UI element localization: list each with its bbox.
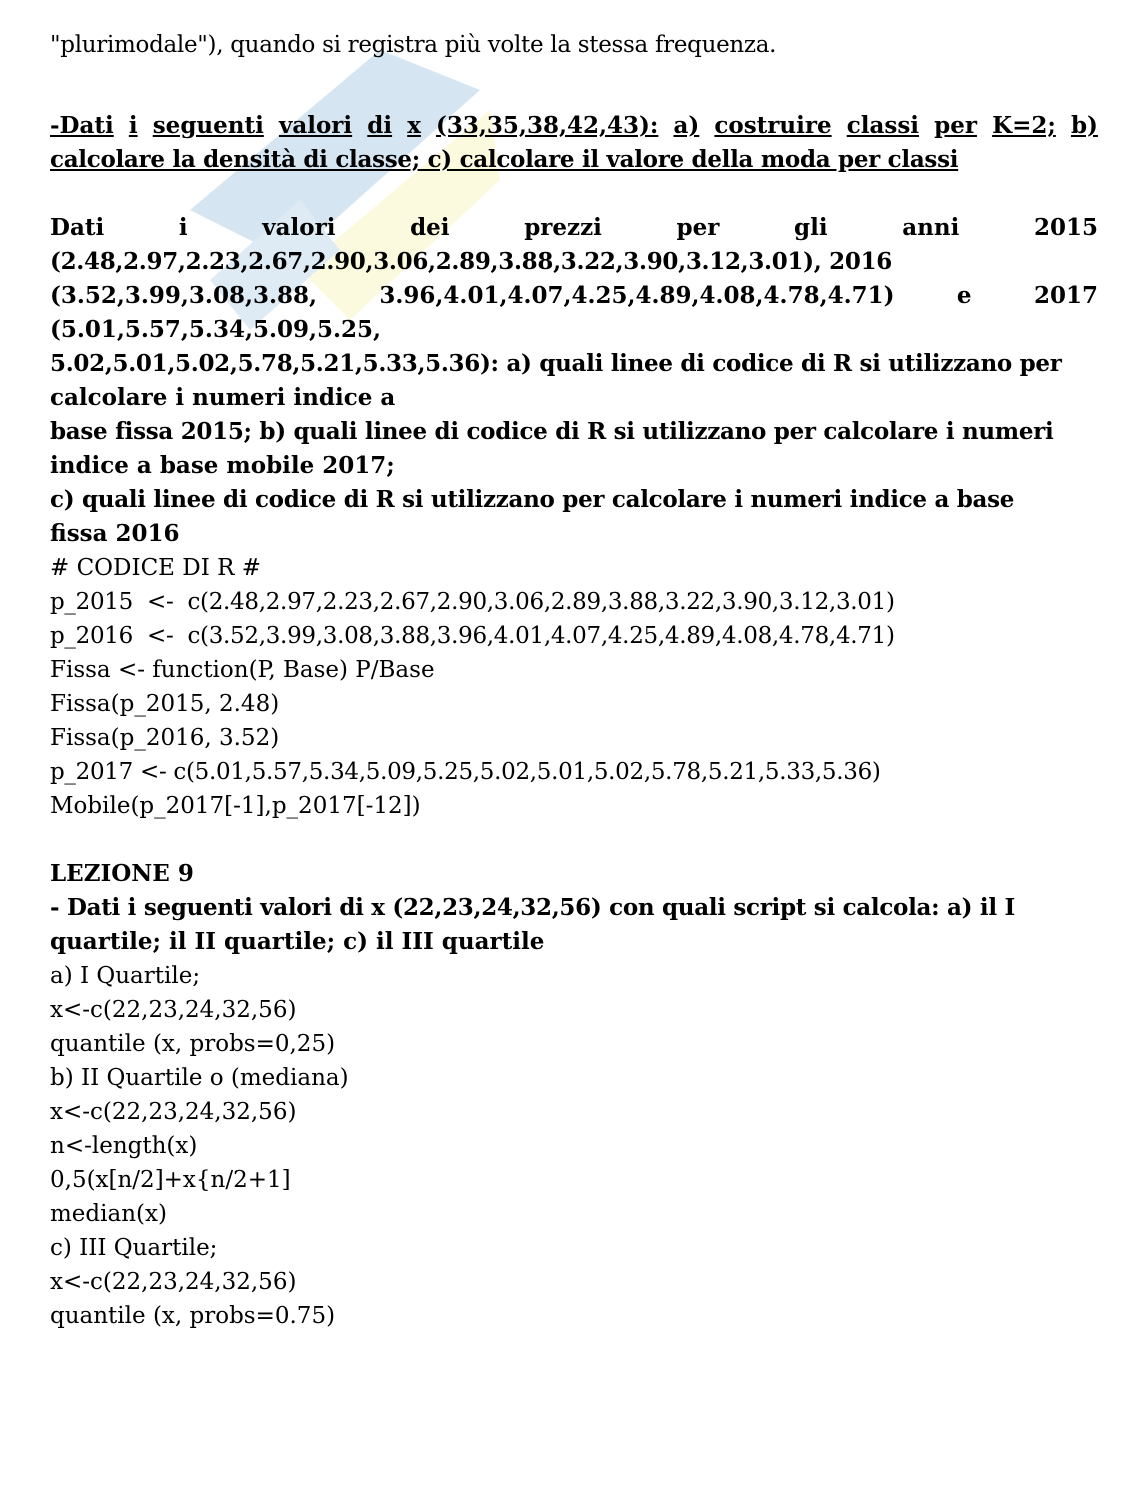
lesson-question-line2: quartile; il II quartile; c) il III quartile [50,928,545,955]
word: 3.96,4.01,4.07,4.25,4.89,4.08,4.78,4.71) [379,282,895,309]
word: (33,35,38,42,43): [436,112,659,139]
intro-text: "plurimodale"), quando si registra più volte la stessa frequenza. [50,32,777,58]
code-line: median(x) [50,1201,167,1227]
exercise2-line5: 5.02,5.01,5.02,5.78,5.21,5.33,5.36): a) quali linee di codice di R si utilizzano per [50,350,1062,377]
exercise2-line4: (5.01,5.57,5.34,5.09,5.25, [50,316,382,343]
word: classi [846,112,920,139]
word: Dati [50,214,105,241]
exercise2-line1 [50,211,1098,245]
exercise2-line7: base fissa 2015; b) quali linee di codice di R si utilizzano per calcolare i numeri [50,418,1054,445]
code-line: # CODICE DI R # [50,555,261,581]
exercise1-line2: calcolare la densità di classe; c) calcolare il valore della moda per classi [50,146,959,173]
word: per [934,112,977,139]
code-line: quantile (x, probs=0.75) [50,1303,336,1329]
lesson-title: LEZIONE 9 [50,860,194,887]
word: dei [410,214,450,241]
exercise2-line2: (2.48,2.97,2.23,2.67,2.90,3.06,2.89,3.88,3.22,3.90,3.12,3.01), 2016 [50,248,892,275]
word: -Dati [50,112,114,139]
spacer [50,177,1098,211]
code-line: Mobile(p_2017[-1],p_2017[-12]) [50,793,421,819]
exercise2-line6: calcolare i numeri indice a [50,384,396,411]
code-line: 0,5(x[n/2]+x{n/2+1] [50,1167,291,1193]
lesson-question-line1: - Dati i seguenti valori di x (22,23,24,32,56) con quali script si calcola: a) il I [50,894,1015,921]
code-line: p_2017 <- c(5.01,5.57,5.34,5.09,5.25,5.02,5.01,5.02,5.78,5.21,5.33,5.36) [50,759,881,785]
exercise1-line1 [50,109,1098,143]
word: per [676,214,720,241]
code-line: p_2015 <- c(2.48,2.97,2.23,2.67,2.90,3.06,2.89,3.88,3.22,3.90,3.12,3.01) [50,589,895,615]
code-block-2 [50,959,1098,1333]
code-line: quantile (x, probs=0,25) [50,1031,336,1057]
word: e [956,282,972,309]
exercise2-line9: c) quali linee di codice di R si utilizzano per calcolare i numeri indice a base [50,486,1015,513]
page-content [50,28,1098,1333]
word: a) [673,112,700,139]
word: i [178,214,188,241]
spacer [50,62,1098,109]
word: prezzi [524,214,602,241]
word: x [407,112,421,139]
code-line: c) III Quartile; [50,1235,218,1261]
word: valori [278,112,353,139]
code-line: a) I Quartile; [50,963,201,989]
exercise2-line10: fissa 2016 [50,520,180,547]
code-line: b) II Quartile o (mediana) [50,1065,349,1091]
code-line: p_2016 <- c(3.52,3.99,3.08,3.88,3.96,4.01,4.07,4.25,4.89,4.08,4.78,4.71) [50,623,895,649]
code-line: Fissa <- function(P, Base) P/Base [50,657,435,683]
word: i [128,112,138,139]
code-line: n<-length(x) [50,1133,198,1159]
code-line: x<-c(22,23,24,32,56) [50,1269,297,1295]
word: b) [1070,112,1098,139]
word: 2017 [1033,282,1098,309]
word: gli [794,214,828,241]
word: seguenti [152,112,264,139]
code-line: x<-c(22,23,24,32,56) [50,997,297,1023]
word: di [367,112,393,139]
word: costruire [714,112,832,139]
word: (3.52,3.99,3.08,3.88, [50,282,317,309]
code-line: Fissa(p_2015, 2.48) [50,691,280,717]
word: anni [902,214,960,241]
code-line: Fissa(p_2016, 3.52) [50,725,280,751]
spacer [50,823,1098,857]
exercise2-line8: indice a base mobile 2017; [50,452,395,479]
exercise2-line3 [50,279,1098,313]
word: 2015 [1033,214,1098,241]
code-line: x<-c(22,23,24,32,56) [50,1099,297,1125]
word: K=2; [992,112,1056,139]
word: valori [262,214,336,241]
code-block-1 [50,551,1098,823]
